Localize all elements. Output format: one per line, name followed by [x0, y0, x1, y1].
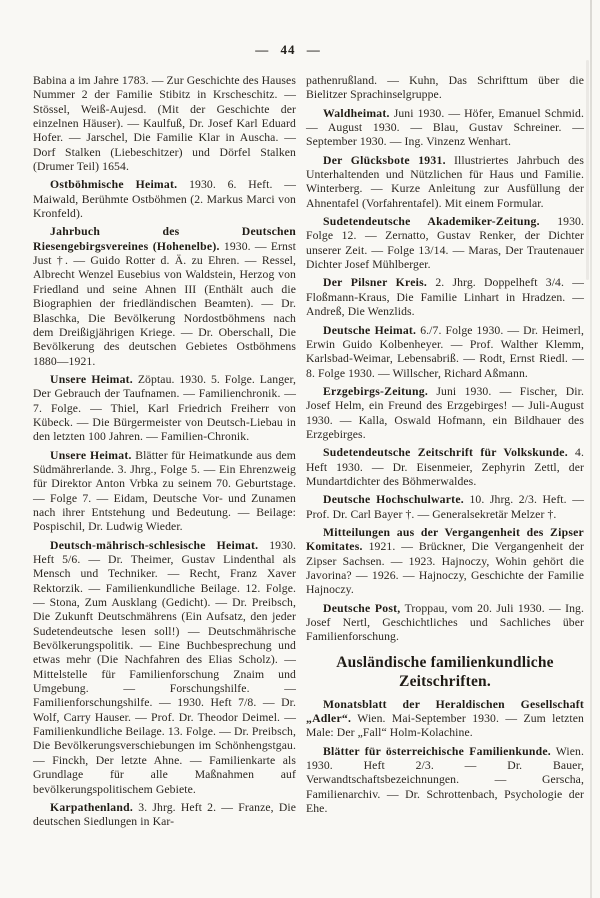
entry-text: Illustriertes Jahrbuch des Unterhaltenden und Nützlichen für Haus und Familie. Winterberg. — Kurze Anleitung zur Ausfüllung der Ahnentafel (Vorfahrentafel). Mit einem Formular.	[306, 153, 584, 210]
entry-text: 4. Heft 1930. — Dr. Eisenmeier, Zephyrin Zettl, der Mundartdichter des Böhmerwaldes.	[306, 446, 584, 488]
journal-title: Deutsche Post,	[323, 601, 401, 615]
journal-title: Mitteilungen aus der Vergangenheit des Zipser Komitates.	[306, 525, 584, 554]
scan-artifact-smudge	[586, 60, 589, 280]
journal-entry	[306, 446, 584, 489]
entry-text: 1921. — Brückner, Die Vergangenheit der Zipser Sachsen. — 1923. Hajnoczy, Wohin gehört die Javorina? — 1926. — Hajnoczy, Geschichte der Familie Hajnoczy.	[306, 540, 584, 597]
entry-text: Babina a im Jahre 1783. — Zur Geschichte des Hauses Nummer 2 der Familie Stibitz in Krscheschitz. — Stössel, Weiß-Aujesd. (Mit der Geschichte der einzelnen Häuser). — Kaulfuß, Dr. Josef Karl Eduard Hofer. — Jarschel, Die Familie Klar in Auscha. — Dorf Stalken (Liebeschitzer) und Dörfel Stalken (Drumer Teil) 1654.	[33, 74, 296, 174]
journal-title: Ostböhmische Heimat.	[50, 178, 178, 192]
journal-entry	[306, 215, 584, 272]
entry-text: Blätter für Heimatkunde aus dem Südmährerlande. 3. Jhrg., Folge 5. — Ein Ehrenzweig für Direktor Anton Vrbka zu seinem 70. Geburtstage. — Folge 7. — Eidam, Deutsche Vor- und Zunamen nach ihrer Entstehung und Bedeutung. — Beilage: Pospischil, Dr. Ludwig Wieder.	[33, 448, 296, 534]
journal-title: Sudetendeutsche Akademiker-Zeitung.	[323, 215, 540, 229]
left-column	[33, 74, 296, 834]
journal-title: Unsere Heimat.	[50, 448, 132, 462]
journal-title: Deutsche Hochschulwarte.	[323, 493, 464, 507]
entry-text: 1930. — Ernst Just †. — Guido Rotter d. Ä. zu Ehren. — Ressel, Albrecht Wenzel Eusebius von Waldstein, Herzog von Friedland und seine Ahnen III (Enthält auch die Biographien der friedländischen Beamten). — Dr. Blaschka, Die Bevölkerung Nordostböhmens nach dem Dreißigjährigen Kriege. — Dr. Oberschall, Die Bevölkerung des deutschen Gebietes Ostböhmens 1880—1921.	[33, 239, 296, 368]
page-number: — 44 —	[255, 42, 321, 57]
journal-title: Deutsche Heimat.	[323, 323, 417, 337]
entry-text: 2. Jhrg. Doppelheft 3/4. — Floßmann-Kraus, Die Familie Linhart in Hradzen. — Andreß, Die Wenzlids.	[306, 276, 585, 319]
entry-text: Juni 1930. — Fischer, Dir. Josef Helm, ein Freund des Erzgebirges! — Juli-August 1930. — Kalla, Oswald Hofmann, ein Bildhauer des Erzgebirges.	[306, 384, 584, 441]
journal-entry	[306, 526, 584, 598]
entry-text: 10. Jhrg. 2/3. Heft. — Prof. Dr. Carl Bayer †. — Generalsekretär Melzer †.	[306, 493, 584, 521]
journal-entry	[33, 225, 296, 368]
entry-text: 1930. 6. Heft. — Maiwald, Berühmte Ostböhmen (2. Markus Marci von Kronfeld).	[33, 178, 297, 221]
journal-entry	[306, 698, 584, 741]
journal-title: Blätter für österreichische Familienkunde.	[323, 744, 551, 758]
journal-entry	[306, 324, 584, 381]
entry-text: 3. Jhrg. Heft 2. — Franze, Die deutschen Siedlungen in Kar-	[33, 800, 297, 829]
journal-entry	[306, 745, 584, 817]
entry-text: 6./7. Folge 1930. — Dr. Heimerl, Erwin Guido Kolbenheyer. — Prof. Walther Klemm, Karlsbad-Weimar, Lebensabriß. — Rodt, Ernst Riedl. — 8. Folge 1930. — Willscher, Richard Aßmann.	[306, 323, 584, 380]
journal-title: Der Pilsner Kreis.	[323, 276, 428, 290]
journal-entry	[33, 373, 296, 445]
journal-entry	[33, 449, 296, 535]
journal-title: Unsere Heimat.	[50, 372, 133, 386]
journal-title: Waldheimat.	[323, 106, 390, 120]
journal-entry	[306, 107, 584, 150]
journal-entry	[306, 154, 584, 211]
journal-entry	[33, 74, 296, 174]
journal-title: Deutsch-mährisch-schlesische Heimat.	[50, 538, 259, 552]
journal-title: Jahrbuch des Deutschen Riesengebirgsvereines (Hohenelbe).	[33, 225, 296, 253]
entry-text: 1930. Heft 5/6. — Dr. Theimer, Gustav Lindenthal als Mensch und Techniker. — Recht, Franz Xaver Rektorzik. — Familienkundliche Beilage. 12. Folge. — Stona, Zum Ausklang (Gedicht). — Dr. Preibsch, Die Zukunft Deutschmährens (Ein Aufsatz, den jeder Sudetendeutsche lesen soll!) — Deutschmährische Bevölkerungspolitik. — Eine Buchbesprechung und etwas mehr (Die Nachfahren des Elias Scholz). — Mittelstelle für Familienforschung Znaim und Umgebung. — Forschungshilfe. — Familienforschungshilfe. — 1930. Heft 7/8. — Dr. Wolf, Carry Hauser. — Prof. Dr. Theodor Deimel. — Familienkundliche Beilage. 13. Folge. — Dr. Preibsch, Die Bevölkerungsverschiebungen im Schönhengstgau. — Finckh, Der letzte Ahne. — Familienkarte als Grundlage für alle Maßnahmen auf bevölkerungspolitischem Gebiete.	[33, 538, 296, 796]
entry-text: Wien. 1930. Heft 2/3. — Dr. Bauer, Verwandtschaftsbezeichnungen. — Gerscha, Familienarchiv. — Dr. Schrottenbach, Psychologie der Ehe.	[306, 744, 585, 816]
entry-text: Wien. Mai-September 1930. — Zum letzten Male: Der „Fall“ Holm-Kolachine.	[306, 712, 584, 740]
journal-entry	[306, 385, 584, 442]
journal-entry	[33, 539, 296, 797]
entry-text: Zöptau. 1930. 5. Folge. Langer, Der Gebrauch der Taufnamen. — Familienchronik. — 7. Folge. — Thiel, Karl Friedrich Freiherr von Kübeck. — Die Bürgermeister von Deutsch-Liebau in den letzten 100 Jahren. — Familien-Chronik.	[33, 372, 296, 444]
journal-title: Sudetendeutsche Zeitschrift für Volkskunde.	[323, 446, 568, 460]
journal-entry	[33, 178, 296, 221]
journal-entry	[306, 493, 584, 522]
text-columns	[33, 74, 584, 834]
entry-text: 1930. Folge 12. — Zernatto, Gustav Renker, der Dichter unserer Zeit. — Folge 13/14. — Maras, Der Trautenauer Dichter Josef Mühlberger.	[306, 215, 584, 272]
section-heading: Ausländische familienkundliche Zeitschriften.	[336, 653, 554, 691]
journal-entry	[306, 74, 584, 103]
entry-text: Troppau, vom 20. Juli 1930. — Ing. Josef Nertl, Geschichtliches und Sachliches über Familienforschung.	[306, 601, 585, 644]
entry-text: pathenrußland. — Kuhn, Das Schrifttum über die Bielitzer Sprachinselgruppe.	[306, 74, 584, 102]
journal-entry	[33, 801, 296, 830]
right-column	[306, 74, 584, 834]
journal-title: Der Glücksbote 1931.	[323, 153, 446, 167]
journal-title: Monatsblatt der Heraldischen Gesellschaft „Adler“.	[306, 697, 584, 726]
scan-artifact-edge-line	[590, 0, 592, 898]
journal-entry	[306, 276, 584, 319]
journal-entry	[306, 602, 584, 645]
journal-title: Erzgebirgs-Zeitung.	[323, 384, 429, 398]
entry-text: Juni 1930. — Höfer, Emanuel Schmid. — August 1930. — Blau, Gustav Schreiner. — September 1930. — Ing. Vinzenz Wenhart.	[306, 106, 584, 149]
journal-title: Karpathenland.	[50, 800, 134, 814]
